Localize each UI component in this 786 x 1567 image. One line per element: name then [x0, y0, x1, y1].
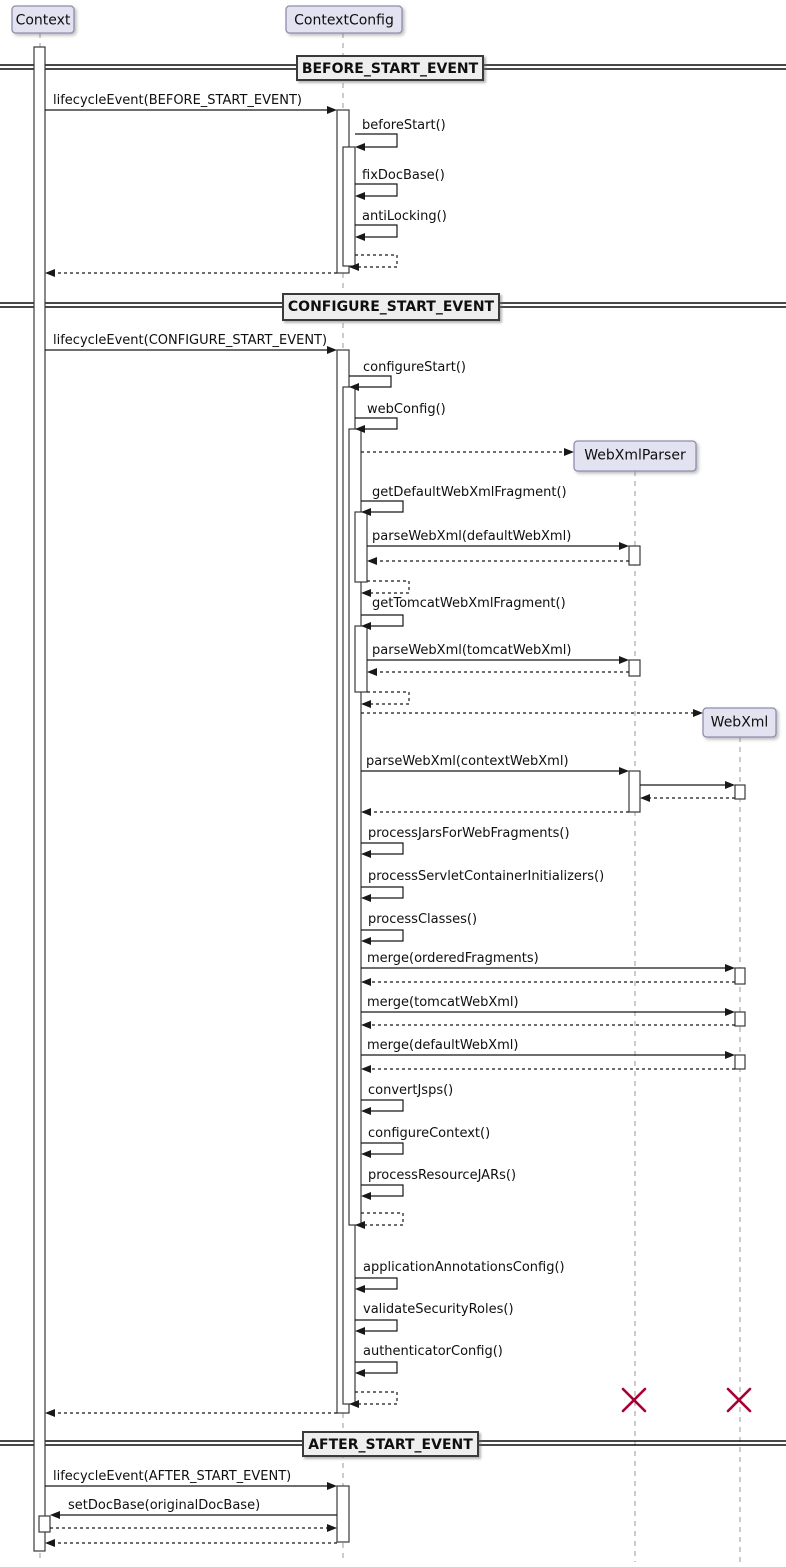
- message-5-return: [45, 269, 337, 277]
- message-11-solid: [367, 529, 629, 550]
- message-26-solid: [361, 951, 735, 972]
- participant-context: [12, 6, 74, 33]
- arrowhead-icon: [619, 767, 629, 775]
- message-3-self: [355, 209, 447, 241]
- arrowhead-icon: [367, 557, 377, 565]
- arrowhead-icon: [355, 143, 365, 151]
- arrowhead-icon: [50, 1511, 60, 1519]
- arrowhead-icon: [361, 700, 371, 708]
- activation-bar-contextconfig: [337, 1486, 349, 1542]
- activation-bar-webxml: [735, 1012, 745, 1026]
- divider-label: BEFORE_START_EVENT: [301, 61, 479, 77]
- arrowhead-icon: [355, 1327, 365, 1335]
- participant-label: WebXml: [710, 714, 769, 731]
- arrowhead-icon: [361, 1150, 371, 1158]
- activation-bar-webxmlparser: [629, 660, 640, 676]
- arrowhead-icon: [725, 781, 735, 789]
- message-18-create: [361, 709, 703, 717]
- divider-after-start-event: [303, 1432, 478, 1456]
- message-label: validateSecurityRoles(): [363, 1302, 514, 1317]
- message-label: processJarsForWebFragments(): [368, 826, 570, 841]
- activation-bar-contextconfig: [355, 626, 367, 692]
- destroy-icon-webxml: [728, 1389, 750, 1411]
- message-label: parseWebXml(contextWebXml): [366, 754, 569, 769]
- arrowhead-icon: [327, 1524, 337, 1532]
- arrowhead-icon: [361, 937, 371, 945]
- message-label: processResourceJARs(): [368, 1168, 517, 1183]
- arrowhead-icon: [361, 808, 371, 816]
- message-42-solid: [50, 1498, 337, 1519]
- message-label: parseWebXml(defaultWebXml): [372, 529, 572, 544]
- message-38-self: [355, 1344, 503, 1377]
- arrowhead-icon: [361, 589, 371, 597]
- message-37-self: [355, 1302, 514, 1335]
- message-43-return: [50, 1524, 337, 1532]
- arrowhead-icon: [640, 794, 650, 802]
- message-25-self: [361, 912, 477, 945]
- arrowhead-icon: [45, 1539, 55, 1547]
- arrowhead-icon: [45, 269, 55, 277]
- message-31-return: [361, 1065, 735, 1073]
- message-label: merge(tomcatWebXml): [367, 995, 519, 1010]
- message-16-return: [367, 668, 629, 676]
- message-label: webConfig(): [367, 402, 446, 417]
- message-36-self: [355, 1260, 565, 1293]
- activation-bar-contextconfig: [343, 147, 355, 266]
- message-label: merge(defaultWebXml): [367, 1038, 519, 1053]
- divider-label: AFTER_START_EVENT: [308, 1437, 473, 1453]
- arrowhead-icon: [725, 1051, 735, 1059]
- message-10-self: [361, 485, 567, 516]
- activation-bar-webxmlparser: [629, 771, 640, 812]
- message-label: lifecycleEvent(CONFIGURE_START_EVENT): [53, 333, 328, 348]
- message-2-self: [355, 168, 445, 200]
- message-9-create: [361, 448, 574, 456]
- arrowhead-icon: [564, 448, 574, 456]
- message-label: authenticatorConfig(): [363, 1344, 503, 1359]
- message-label: getTomcatWebXmlFragment(): [372, 596, 566, 611]
- activation-bar-context: [34, 47, 45, 1551]
- message-28-solid: [361, 995, 735, 1016]
- message-33-self: [361, 1126, 490, 1158]
- arrowhead-icon: [45, 1409, 55, 1417]
- message-17-self_return: [361, 692, 409, 708]
- self-return-line: [355, 255, 397, 267]
- arrowhead-icon: [693, 709, 703, 717]
- divider-configure-start-event: [283, 294, 499, 320]
- arrowhead-icon: [367, 668, 377, 676]
- self-return-line: [361, 1213, 403, 1225]
- activation-bar-webxml: [735, 1055, 745, 1069]
- message-15-solid: [367, 643, 629, 664]
- message-label: convertJsps(): [368, 1083, 454, 1098]
- participant-webxml: [703, 708, 776, 737]
- arrowhead-icon: [361, 1021, 371, 1029]
- activation-bar-webxml: [735, 968, 745, 984]
- message-6-solid: [45, 333, 337, 354]
- message-35-self_return: [355, 1213, 403, 1229]
- message-20-solid: [640, 781, 735, 789]
- participant-contextconfig: [286, 6, 402, 33]
- message-8-self: [355, 402, 446, 433]
- participant-webxmlparser: [574, 441, 696, 471]
- message-34-self: [361, 1168, 516, 1200]
- message-23-self: [361, 826, 570, 858]
- arrowhead-icon: [361, 894, 371, 902]
- participant-label: WebXmlParser: [584, 447, 686, 464]
- arrowhead-icon: [725, 964, 735, 972]
- arrowhead-icon: [355, 1369, 365, 1377]
- arrowhead-icon: [355, 233, 365, 241]
- message-label: configureContext(): [368, 1126, 491, 1141]
- arrowhead-icon: [361, 978, 371, 986]
- message-24-self: [361, 869, 604, 902]
- arrowhead-icon: [619, 656, 629, 664]
- arrowhead-icon: [355, 192, 365, 200]
- message-21-return: [640, 794, 735, 802]
- message-label: getDefaultWebXmlFragment(): [372, 485, 567, 500]
- message-32-self: [361, 1083, 453, 1115]
- self-return-line: [355, 1392, 397, 1404]
- divider-label: CONFIGURE_START_EVENT: [287, 299, 495, 315]
- activation-bar-webxmlparser: [629, 546, 640, 565]
- message-label: fixDocBase(): [362, 168, 445, 183]
- message-label: processServletContainerInitializers(): [368, 869, 605, 884]
- activation-bar-webxml: [735, 785, 745, 799]
- message-label: beforeStart(): [362, 118, 446, 133]
- message-1-self: [355, 118, 446, 151]
- message-14-self: [361, 596, 566, 630]
- activation-bar-context: [39, 1516, 50, 1532]
- message-label: applicationAnnotationsConfig(): [363, 1260, 565, 1275]
- participant-label: ContextConfig: [294, 12, 394, 29]
- message-40-return: [45, 1409, 337, 1417]
- arrowhead-icon: [327, 106, 337, 114]
- message-29-return: [361, 1021, 735, 1029]
- message-30-solid: [361, 1038, 735, 1059]
- arrowhead-icon: [361, 1065, 371, 1073]
- message-label: merge(orderedFragments): [367, 951, 539, 966]
- message-label: lifecycleEvent(AFTER_START_EVENT): [53, 1469, 292, 1484]
- message-label: lifecycleEvent(BEFORE_START_EVENT): [53, 93, 302, 108]
- message-19-solid: [361, 754, 629, 775]
- message-13-self_return: [361, 581, 409, 597]
- arrowhead-icon: [619, 542, 629, 550]
- message-7-self: [349, 360, 466, 391]
- message-4-self_return: [349, 255, 397, 271]
- message-12-return: [367, 557, 629, 565]
- message-22-return: [361, 808, 629, 816]
- arrowhead-icon: [361, 1107, 371, 1115]
- arrowhead-icon: [361, 850, 371, 858]
- divider-before-start-event: [297, 56, 483, 80]
- message-41-solid: [45, 1469, 337, 1490]
- message-label: processClasses(): [368, 912, 478, 927]
- message-44-return: [45, 1539, 337, 1547]
- self-return-line: [367, 692, 409, 704]
- destroy-icon-webxmlparser: [623, 1389, 645, 1411]
- arrowhead-icon: [327, 1482, 337, 1490]
- message-label: configureStart(): [363, 360, 466, 375]
- message-label: parseWebXml(tomcatWebXml): [372, 643, 572, 658]
- arrowhead-icon: [725, 1008, 735, 1016]
- message-label: antiLocking(): [362, 209, 447, 224]
- arrowhead-icon: [361, 1192, 371, 1200]
- arrowhead-icon: [327, 346, 337, 354]
- activation-bar-contextconfig: [355, 512, 367, 582]
- self-return-line: [367, 581, 409, 593]
- arrowhead-icon: [355, 1285, 365, 1293]
- message-0-solid: [45, 93, 337, 114]
- participant-label: Context: [15, 12, 71, 29]
- message-39-self_return: [349, 1392, 397, 1408]
- message-label: setDocBase(originalDocBase): [68, 1498, 261, 1513]
- message-27-return: [361, 978, 735, 986]
